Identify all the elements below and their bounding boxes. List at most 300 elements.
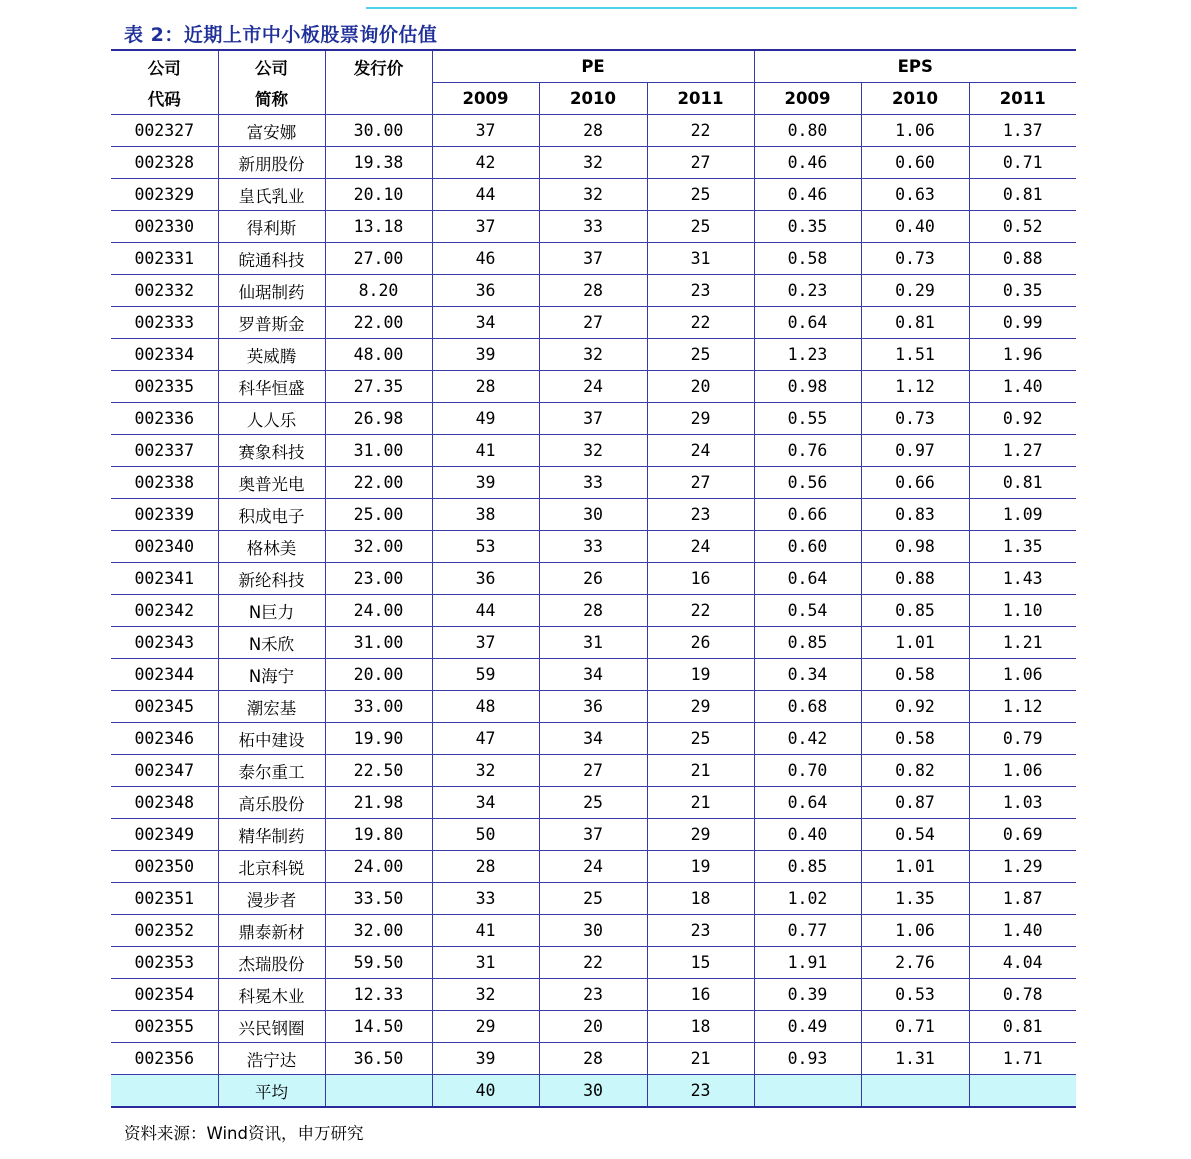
cell-price: 22.50 (325, 755, 432, 787)
cell-eps-2011: 1.40 (969, 371, 1076, 403)
cell-eps-2010: 0.71 (861, 1011, 969, 1043)
cell-eps-2010: 0.53 (861, 979, 969, 1011)
cell-pe-2011: 21 (647, 787, 754, 819)
cell-pe-2011: 25 (647, 723, 754, 755)
cell-price: 13.18 (325, 211, 432, 243)
cell-eps-2011: 1.21 (969, 627, 1076, 659)
cell-code: 002343 (111, 627, 218, 659)
table-row (111, 979, 1076, 1011)
cell-eps-2011: 0.81 (969, 467, 1076, 499)
cell-name: 奥普光电 (218, 467, 325, 499)
cell-pe-2009: 50 (432, 819, 539, 851)
cell-pe-2011: 18 (647, 883, 754, 915)
cell-eps-2011: 1.09 (969, 499, 1076, 531)
cell-code: 002342 (111, 595, 218, 627)
cell-price: 59.50 (325, 947, 432, 979)
header-row-2 (111, 83, 1076, 115)
cell-eps-2010: 0.88 (861, 563, 969, 595)
table-row (111, 755, 1076, 787)
cell-code: 002352 (111, 915, 218, 947)
cell-pe-2011: 21 (647, 1043, 754, 1075)
cell-pe-2011: 27 (647, 147, 754, 179)
avg-blank-eps-2011 (969, 1075, 1076, 1108)
cell-code: 002353 (111, 947, 218, 979)
header-eps: EPS (754, 50, 1076, 83)
cell-eps-2011: 1.06 (969, 755, 1076, 787)
cell-pe-2011: 19 (647, 851, 754, 883)
cell-eps-2011: 0.92 (969, 403, 1076, 435)
cell-eps-2009: 0.80 (754, 115, 861, 147)
cell-code: 002335 (111, 371, 218, 403)
cell-pe-2009: 28 (432, 851, 539, 883)
cell-eps-2010: 0.29 (861, 275, 969, 307)
cell-eps-2009: 0.93 (754, 1043, 861, 1075)
cell-price: 14.50 (325, 1011, 432, 1043)
cell-pe-2010: 27 (539, 307, 647, 339)
header-pe-2009: 2009 (432, 83, 539, 115)
cell-code: 002332 (111, 275, 218, 307)
cell-pe-2009: 46 (432, 243, 539, 275)
cell-eps-2011: 1.96 (969, 339, 1076, 371)
cell-pe-2011: 25 (647, 179, 754, 211)
cell-pe-2011: 19 (647, 659, 754, 691)
cell-eps-2011: 0.99 (969, 307, 1076, 339)
cell-price: 31.00 (325, 435, 432, 467)
cell-pe-2010: 28 (539, 595, 647, 627)
cell-code: 002354 (111, 979, 218, 1011)
table-row (111, 435, 1076, 467)
header-eps-2009: 2009 (754, 83, 861, 115)
cell-pe-2009: 34 (432, 787, 539, 819)
cell-eps-2011: 0.81 (969, 179, 1076, 211)
cell-code: 002349 (111, 819, 218, 851)
header-row-1 (111, 50, 1076, 83)
cell-eps-2010: 1.31 (861, 1043, 969, 1075)
cell-eps-2011: 0.79 (969, 723, 1076, 755)
cell-pe-2009: 28 (432, 371, 539, 403)
cell-eps-2009: 0.85 (754, 627, 861, 659)
table-row (111, 467, 1076, 499)
cell-eps-2010: 0.60 (861, 147, 969, 179)
cell-eps-2011: 1.35 (969, 531, 1076, 563)
cell-name: 得利斯 (218, 211, 325, 243)
cell-pe-2010: 25 (539, 883, 647, 915)
cell-eps-2009: 0.66 (754, 499, 861, 531)
cell-eps-2009: 0.40 (754, 819, 861, 851)
cell-pe-2009: 32 (432, 979, 539, 1011)
source-note: 资料来源：Wind资讯，申万研究 (124, 1124, 364, 1143)
cell-code: 002338 (111, 467, 218, 499)
cell-pe-2009: 36 (432, 563, 539, 595)
cell-name: 鼎泰新材 (218, 915, 325, 947)
cell-name: 富安娜 (218, 115, 325, 147)
avg-blank-price (325, 1075, 432, 1108)
cell-eps-2011: 0.69 (969, 819, 1076, 851)
cell-pe-2011: 22 (647, 307, 754, 339)
cell-eps-2010: 0.81 (861, 307, 969, 339)
cell-eps-2010: 0.63 (861, 179, 969, 211)
cell-pe-2010: 20 (539, 1011, 647, 1043)
cell-price: 20.10 (325, 179, 432, 211)
cell-code: 002341 (111, 563, 218, 595)
cell-pe-2010: 37 (539, 819, 647, 851)
table-row (111, 1011, 1076, 1043)
cell-name: 皇氏乳业 (218, 179, 325, 211)
cell-pe-2011: 16 (647, 563, 754, 595)
cell-name: N禾欣 (218, 627, 325, 659)
cell-code: 002346 (111, 723, 218, 755)
cell-eps-2010: 1.01 (861, 627, 969, 659)
cell-pe-2010: 34 (539, 659, 647, 691)
cell-pe-2009: 39 (432, 467, 539, 499)
cell-code: 002356 (111, 1043, 218, 1075)
header-pe: PE (432, 50, 754, 83)
header-code-top: 公司 (111, 50, 218, 83)
table-row (111, 371, 1076, 403)
cell-pe-2010: 33 (539, 211, 647, 243)
cell-price: 8.20 (325, 275, 432, 307)
table-row (111, 563, 1076, 595)
cell-pe-2010: 24 (539, 371, 647, 403)
cell-eps-2011: 1.40 (969, 915, 1076, 947)
cell-name: 杰瑞股份 (218, 947, 325, 979)
cell-eps-2011: 0.35 (969, 275, 1076, 307)
cell-pe-2011: 15 (647, 947, 754, 979)
cell-code: 002347 (111, 755, 218, 787)
cell-code: 002355 (111, 1011, 218, 1043)
cell-eps-2010: 0.73 (861, 243, 969, 275)
cell-name: 柘中建设 (218, 723, 325, 755)
cell-pe-2011: 25 (647, 339, 754, 371)
table-row (111, 243, 1076, 275)
cell-pe-2010: 23 (539, 979, 647, 1011)
cell-eps-2009: 0.76 (754, 435, 861, 467)
cell-eps-2009: 1.23 (754, 339, 861, 371)
cell-pe-2011: 21 (647, 755, 754, 787)
cell-pe-2009: 37 (432, 211, 539, 243)
cell-code: 002336 (111, 403, 218, 435)
cell-pe-2010: 32 (539, 179, 647, 211)
cell-pe-2009: 42 (432, 147, 539, 179)
cell-pe-2011: 26 (647, 627, 754, 659)
cell-price: 32.00 (325, 915, 432, 947)
cell-name: 潮宏基 (218, 691, 325, 723)
cell-eps-2011: 1.29 (969, 851, 1076, 883)
cell-eps-2011: 1.37 (969, 115, 1076, 147)
cell-price: 48.00 (325, 339, 432, 371)
cell-pe-2010: 33 (539, 531, 647, 563)
cell-eps-2010: 0.40 (861, 211, 969, 243)
cell-eps-2009: 0.64 (754, 307, 861, 339)
cell-eps-2009: 0.70 (754, 755, 861, 787)
cell-pe-2009: 53 (432, 531, 539, 563)
avg-blank-code (111, 1075, 218, 1108)
cell-price: 30.00 (325, 115, 432, 147)
cell-eps-2009: 1.02 (754, 883, 861, 915)
cell-pe-2011: 29 (647, 819, 754, 851)
cell-code: 002328 (111, 147, 218, 179)
cell-price: 21.98 (325, 787, 432, 819)
table-row (111, 147, 1076, 179)
cell-code: 002334 (111, 339, 218, 371)
cell-pe-2009: 44 (432, 595, 539, 627)
cell-price: 23.00 (325, 563, 432, 595)
cell-eps-2009: 0.46 (754, 147, 861, 179)
cell-pe-2010: 24 (539, 851, 647, 883)
cell-pe-2011: 22 (647, 115, 754, 147)
cell-code: 002351 (111, 883, 218, 915)
table-row (111, 851, 1076, 883)
cell-eps-2009: 0.23 (754, 275, 861, 307)
table-row (111, 947, 1076, 979)
cell-name: 漫步者 (218, 883, 325, 915)
cell-code: 002331 (111, 243, 218, 275)
cell-name: 精华制药 (218, 819, 325, 851)
cell-code: 002339 (111, 499, 218, 531)
cell-pe-2009: 41 (432, 435, 539, 467)
cell-pe-2010: 37 (539, 403, 647, 435)
cell-pe-2010: 37 (539, 243, 647, 275)
cell-eps-2009: 0.34 (754, 659, 861, 691)
cell-name: 仙琚制药 (218, 275, 325, 307)
table-row (111, 819, 1076, 851)
cell-pe-2011: 20 (647, 371, 754, 403)
cell-pe-2011: 23 (647, 915, 754, 947)
header-price-blank (325, 83, 432, 115)
cell-code: 002330 (111, 211, 218, 243)
cell-eps-2011: 0.81 (969, 1011, 1076, 1043)
table-row (111, 275, 1076, 307)
cell-eps-2011: 1.27 (969, 435, 1076, 467)
table-row (111, 883, 1076, 915)
cell-eps-2010: 1.06 (861, 115, 969, 147)
cell-pe-2009: 41 (432, 915, 539, 947)
cell-name: 新纶科技 (218, 563, 325, 595)
cell-eps-2011: 1.43 (969, 563, 1076, 595)
avg-blank-eps-2010 (861, 1075, 969, 1108)
cell-price: 27.00 (325, 243, 432, 275)
cell-name: 罗普斯金 (218, 307, 325, 339)
cell-eps-2009: 0.98 (754, 371, 861, 403)
table-row (111, 115, 1076, 147)
cell-eps-2010: 0.98 (861, 531, 969, 563)
cell-code: 002337 (111, 435, 218, 467)
header-price: 发行价 (325, 50, 432, 83)
header-pe-2011: 2011 (647, 83, 754, 115)
cell-code: 002333 (111, 307, 218, 339)
cell-price: 25.00 (325, 499, 432, 531)
cell-pe-2009: 31 (432, 947, 539, 979)
cell-eps-2010: 0.54 (861, 819, 969, 851)
cell-pe-2009: 37 (432, 115, 539, 147)
cell-eps-2010: 0.73 (861, 403, 969, 435)
cell-eps-2010: 0.66 (861, 467, 969, 499)
cell-eps-2011: 1.06 (969, 659, 1076, 691)
avg-pe-2010: 30 (539, 1075, 647, 1108)
cell-eps-2011: 0.52 (969, 211, 1076, 243)
cell-pe-2009: 39 (432, 339, 539, 371)
cell-pe-2010: 32 (539, 147, 647, 179)
header-pe-2010: 2010 (539, 83, 647, 115)
cell-name: N巨力 (218, 595, 325, 627)
header-name-bottom: 简称 (218, 83, 325, 115)
cell-eps-2009: 1.91 (754, 947, 861, 979)
cell-pe-2010: 28 (539, 115, 647, 147)
cell-pe-2011: 18 (647, 1011, 754, 1043)
cell-price: 12.33 (325, 979, 432, 1011)
cell-pe-2010: 30 (539, 499, 647, 531)
cell-price: 19.90 (325, 723, 432, 755)
cell-pe-2011: 29 (647, 403, 754, 435)
cell-eps-2010: 1.35 (861, 883, 969, 915)
cell-price: 26.98 (325, 403, 432, 435)
cell-name: 赛象科技 (218, 435, 325, 467)
cell-eps-2010: 0.87 (861, 787, 969, 819)
cell-pe-2011: 24 (647, 531, 754, 563)
cell-name: 高乐股份 (218, 787, 325, 819)
cell-eps-2009: 0.85 (754, 851, 861, 883)
cell-eps-2011: 1.87 (969, 883, 1076, 915)
cell-eps-2011: 0.71 (969, 147, 1076, 179)
cell-pe-2009: 48 (432, 691, 539, 723)
cell-name: 积成电子 (218, 499, 325, 531)
cell-pe-2011: 27 (647, 467, 754, 499)
cell-eps-2010: 1.12 (861, 371, 969, 403)
table-row (111, 595, 1076, 627)
cell-eps-2011: 4.04 (969, 947, 1076, 979)
cell-pe-2010: 34 (539, 723, 647, 755)
cell-name: 英威腾 (218, 339, 325, 371)
cell-eps-2011: 0.88 (969, 243, 1076, 275)
cell-price: 27.35 (325, 371, 432, 403)
cell-pe-2009: 39 (432, 1043, 539, 1075)
cell-name: 北京科锐 (218, 851, 325, 883)
cell-eps-2010: 0.97 (861, 435, 969, 467)
cell-eps-2011: 1.12 (969, 691, 1076, 723)
table-row (111, 723, 1076, 755)
cell-name: 新朋股份 (218, 147, 325, 179)
cell-price: 36.50 (325, 1043, 432, 1075)
cell-code: 002345 (111, 691, 218, 723)
cell-code: 002350 (111, 851, 218, 883)
cell-price: 33.50 (325, 883, 432, 915)
avg-pe-2009: 40 (432, 1075, 539, 1108)
cell-name: 科华恒盛 (218, 371, 325, 403)
cell-price: 32.00 (325, 531, 432, 563)
cell-price: 24.00 (325, 851, 432, 883)
table-row (111, 691, 1076, 723)
cell-eps-2011: 0.78 (969, 979, 1076, 1011)
cell-pe-2009: 33 (432, 883, 539, 915)
cell-price: 22.00 (325, 307, 432, 339)
table-row (111, 179, 1076, 211)
table-row (111, 531, 1076, 563)
cell-pe-2009: 47 (432, 723, 539, 755)
cell-eps-2009: 0.56 (754, 467, 861, 499)
cell-eps-2009: 0.77 (754, 915, 861, 947)
cell-name: 人人乐 (218, 403, 325, 435)
cell-eps-2009: 0.64 (754, 787, 861, 819)
cell-pe-2010: 22 (539, 947, 647, 979)
cell-eps-2010: 1.06 (861, 915, 969, 947)
cell-eps-2010: 1.51 (861, 339, 969, 371)
cell-pe-2010: 33 (539, 467, 647, 499)
cell-pe-2009: 38 (432, 499, 539, 531)
cell-eps-2009: 0.58 (754, 243, 861, 275)
cell-eps-2009: 0.49 (754, 1011, 861, 1043)
cell-price: 33.00 (325, 691, 432, 723)
average-row (111, 1075, 1076, 1108)
table-row (111, 1043, 1076, 1075)
table-title: 表 2：近期上市中小板股票询价估值 (124, 24, 438, 46)
cell-name: N海宁 (218, 659, 325, 691)
cell-pe-2009: 49 (432, 403, 539, 435)
cell-name: 浩宁达 (218, 1043, 325, 1075)
cell-eps-2010: 0.83 (861, 499, 969, 531)
cell-pe-2010: 32 (539, 435, 647, 467)
valuation-table (111, 49, 1076, 1108)
cell-pe-2009: 37 (432, 627, 539, 659)
cell-eps-2010: 0.58 (861, 659, 969, 691)
cell-code: 002329 (111, 179, 218, 211)
cell-eps-2011: 1.71 (969, 1043, 1076, 1075)
table-row (111, 307, 1076, 339)
cell-pe-2011: 23 (647, 499, 754, 531)
cell-eps-2010: 0.58 (861, 723, 969, 755)
cell-code: 002340 (111, 531, 218, 563)
avg-label: 平均 (218, 1075, 325, 1108)
cell-code: 002327 (111, 115, 218, 147)
table-row (111, 915, 1076, 947)
cell-pe-2011: 24 (647, 435, 754, 467)
cell-pe-2009: 32 (432, 755, 539, 787)
cell-eps-2010: 0.85 (861, 595, 969, 627)
top-decorative-line (366, 7, 1077, 9)
cell-pe-2010: 32 (539, 339, 647, 371)
cell-price: 22.00 (325, 467, 432, 499)
table-row (111, 339, 1076, 371)
cell-pe-2009: 34 (432, 307, 539, 339)
cell-name: 格林美 (218, 531, 325, 563)
table-row (111, 211, 1076, 243)
cell-eps-2009: 0.68 (754, 691, 861, 723)
cell-pe-2010: 26 (539, 563, 647, 595)
cell-pe-2011: 29 (647, 691, 754, 723)
cell-eps-2009: 0.60 (754, 531, 861, 563)
avg-pe-2011: 23 (647, 1075, 754, 1108)
cell-pe-2011: 25 (647, 211, 754, 243)
table-row (111, 627, 1076, 659)
cell-eps-2011: 1.03 (969, 787, 1076, 819)
table-row (111, 787, 1076, 819)
table-row (111, 403, 1076, 435)
cell-eps-2009: 0.35 (754, 211, 861, 243)
cell-pe-2009: 36 (432, 275, 539, 307)
cell-price: 20.00 (325, 659, 432, 691)
cell-eps-2009: 0.55 (754, 403, 861, 435)
cell-pe-2011: 22 (647, 595, 754, 627)
cell-name: 科冕木业 (218, 979, 325, 1011)
cell-name: 兴民钢圈 (218, 1011, 325, 1043)
cell-code: 002344 (111, 659, 218, 691)
cell-eps-2009: 0.42 (754, 723, 861, 755)
cell-pe-2011: 23 (647, 275, 754, 307)
cell-price: 24.00 (325, 595, 432, 627)
header-eps-2010: 2010 (861, 83, 969, 115)
cell-name: 皖通科技 (218, 243, 325, 275)
cell-name: 泰尔重工 (218, 755, 325, 787)
cell-price: 19.38 (325, 147, 432, 179)
